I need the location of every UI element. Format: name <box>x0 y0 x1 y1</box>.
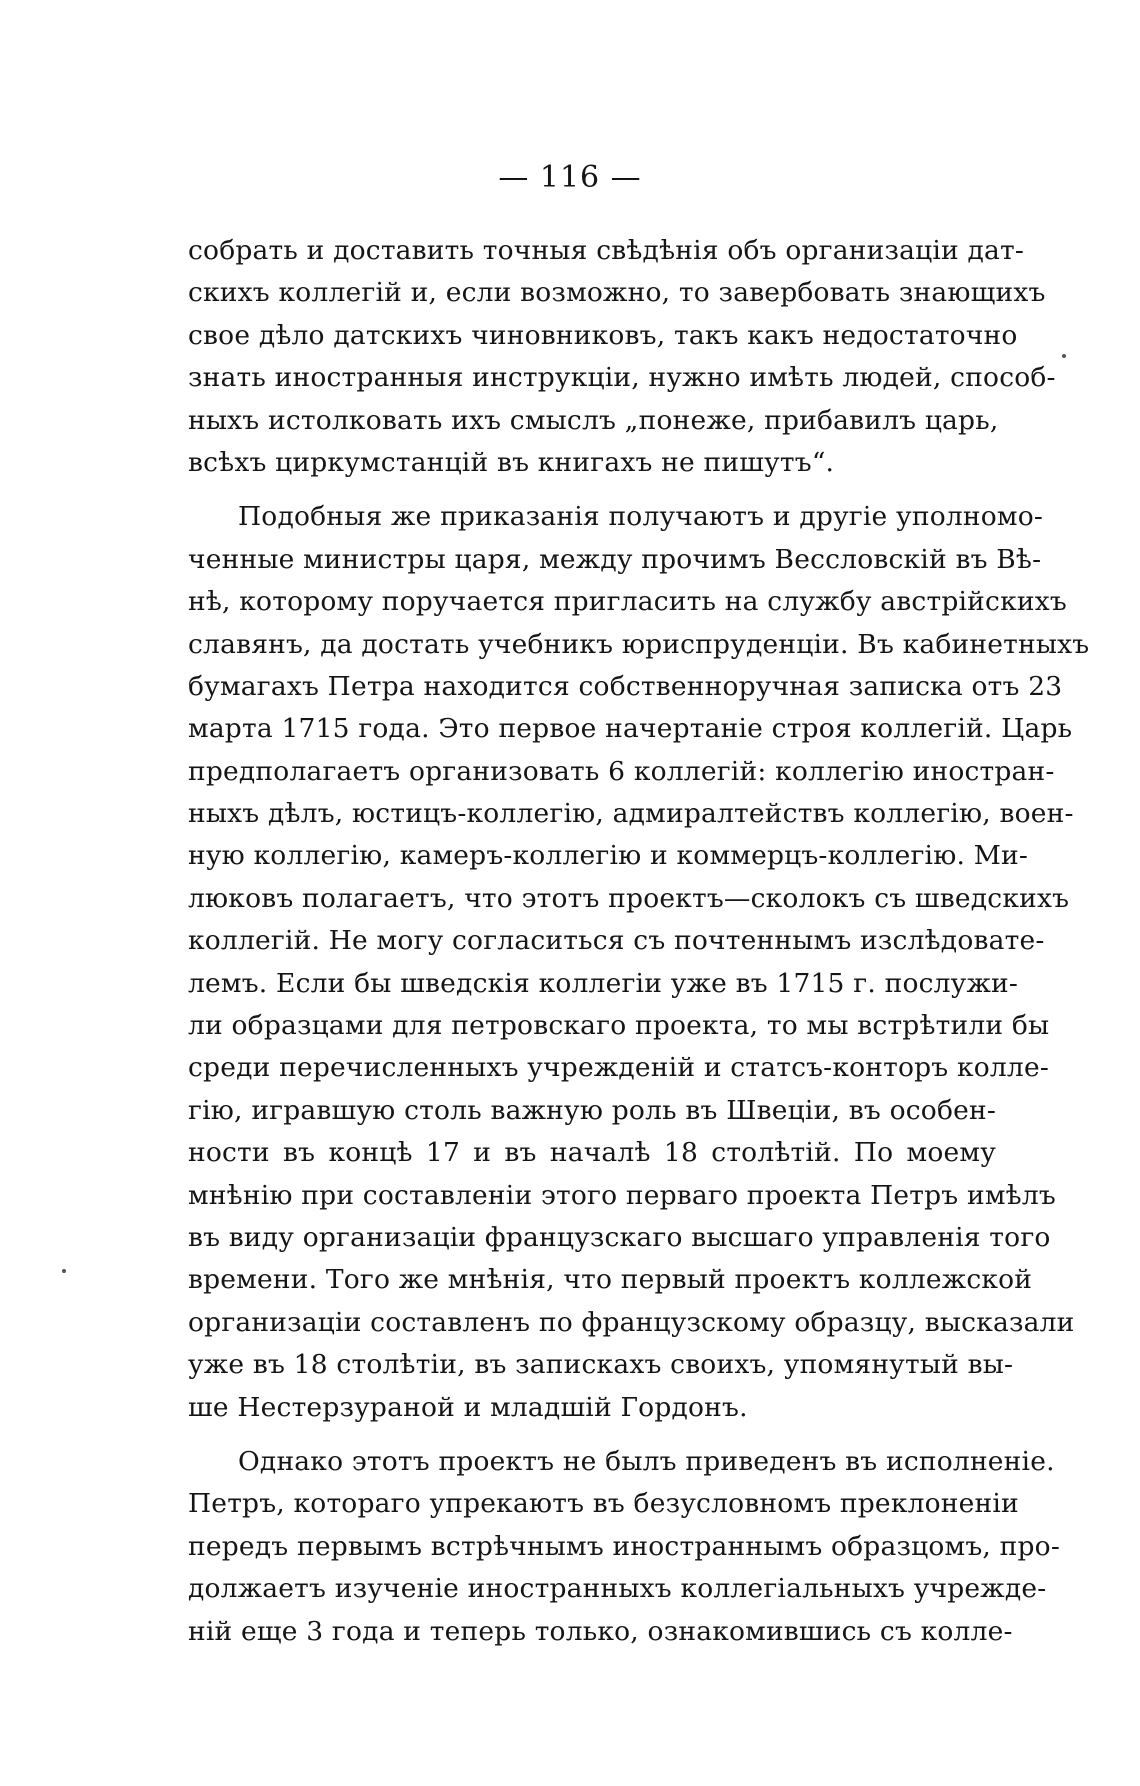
text-line: Подобныя же приказанія получаютъ и другіе уполномо- <box>238 501 1044 533</box>
text-line: гію, игравшую столь важную роль въ Швеціи, въ особен- <box>188 1094 996 1126</box>
text-line: всѣхъ циркумстанцій въ книгахъ не пишутъ“. <box>188 446 835 478</box>
text-line: ности въ концѣ 17 и въ началѣ 18 столѣтій. По моему <box>188 1137 996 1169</box>
text-line: ныхъ истолковать ихъ смыслъ „понеже, прибавилъ царь, <box>188 404 999 436</box>
text-line: собрать и доставить точныя свѣдѣнія объ организаціи дат- <box>188 235 1025 266</box>
text-line: нѣ, которому поручается пригласить на службу австрійскихъ <box>188 586 1067 618</box>
scan-speck <box>62 1269 66 1273</box>
text-line: въ виду организаціи французскаго высшаго управленія того <box>188 1221 1051 1253</box>
text-line: ше Нестерзураной и младшій Гордонъ. <box>188 1391 748 1423</box>
text-line: коллегій. Не могу согласиться съ почтеннымъ изслѣдовате- <box>188 925 1045 957</box>
text-line: мнѣнію при составленіи этого перваго проекта Петръ имѣлъ <box>188 1179 1056 1211</box>
text-line: ныхъ дѣлъ, юстицъ-коллегію, адмиралтействъ коллегію, воен- <box>188 798 1074 830</box>
text-line: среди перечисленныхъ учрежденій и статсъ-конторъ колле- <box>188 1052 1049 1084</box>
text-line: бумагахъ Петра находится собственноручная записка отъ 23 <box>188 670 1063 702</box>
scan-speck <box>1062 354 1066 358</box>
text-line: знать иностранныя инструкціи, нужно имѣть людей, способ- <box>188 362 1056 394</box>
paragraph-2 <box>188 496 1090 1429</box>
text-line: предполагаетъ организовать 6 коллегій: коллегію иностран- <box>188 755 1055 787</box>
text-line: ченные министры царя, между прочимъ Весcловскій въ Вѣ- <box>188 543 1042 575</box>
text-line: лемъ. Если бы шведскія коллегіи уже въ 1715 г. послужи- <box>188 967 1019 999</box>
text-line: марта 1715 года. Это первое начертаніе строя коллегій. Царь <box>188 713 1073 745</box>
text-line: должаетъ изученіе иностранныхъ коллегіальныхъ учрежде- <box>188 1573 1047 1605</box>
text-line: свое дѣло датскихъ чиновниковъ, такъ какъ недостаточно <box>188 319 1018 351</box>
text-line: времени. Того же мнѣнія, что первый проектъ коллежской <box>188 1264 1033 1296</box>
text-line: Однако этотъ проектъ не былъ приведенъ въ исполненіе. <box>238 1445 1055 1477</box>
paragraph-3 <box>188 1441 1060 1653</box>
text-line: скихъ коллегій и, если возможно, то завербовать знающихъ <box>188 277 1046 309</box>
text-line: ли образцами для петровскаго проекта, то мы встрѣтили бы <box>188 1010 1050 1042</box>
page-number: — 116 — <box>498 160 642 195</box>
text-line: люковъ полагаетъ, что этотъ проектъ—сколокъ съ шведскихъ <box>188 882 1070 914</box>
paragraph-1 <box>188 230 1056 484</box>
text-line: организаціи составленъ по французскому образцу, высказали <box>188 1306 1075 1338</box>
text-line: ную коллегію, камеръ-коллегію и коммерцъ-коллегію. Ми- <box>188 840 1029 872</box>
text-line: славянъ, да достать учебникъ юриспруденціи. Въ кабинетныхъ <box>188 628 1090 660</box>
text-line: передъ первымъ встрѣчнымъ иностраннымъ образцомъ, про- <box>188 1530 1060 1562</box>
text-line: ній еще 3 года и теперь только, ознакомившись съ колле- <box>188 1615 1013 1647</box>
text-line: уже въ 18 столѣтіи, въ запискахъ своихъ, упомянутый вы- <box>188 1349 1014 1381</box>
body-text <box>188 230 1090 1653</box>
text-line: Петръ, котораго упрекаютъ въ безусловномъ преклоненіи <box>188 1488 1019 1520</box>
